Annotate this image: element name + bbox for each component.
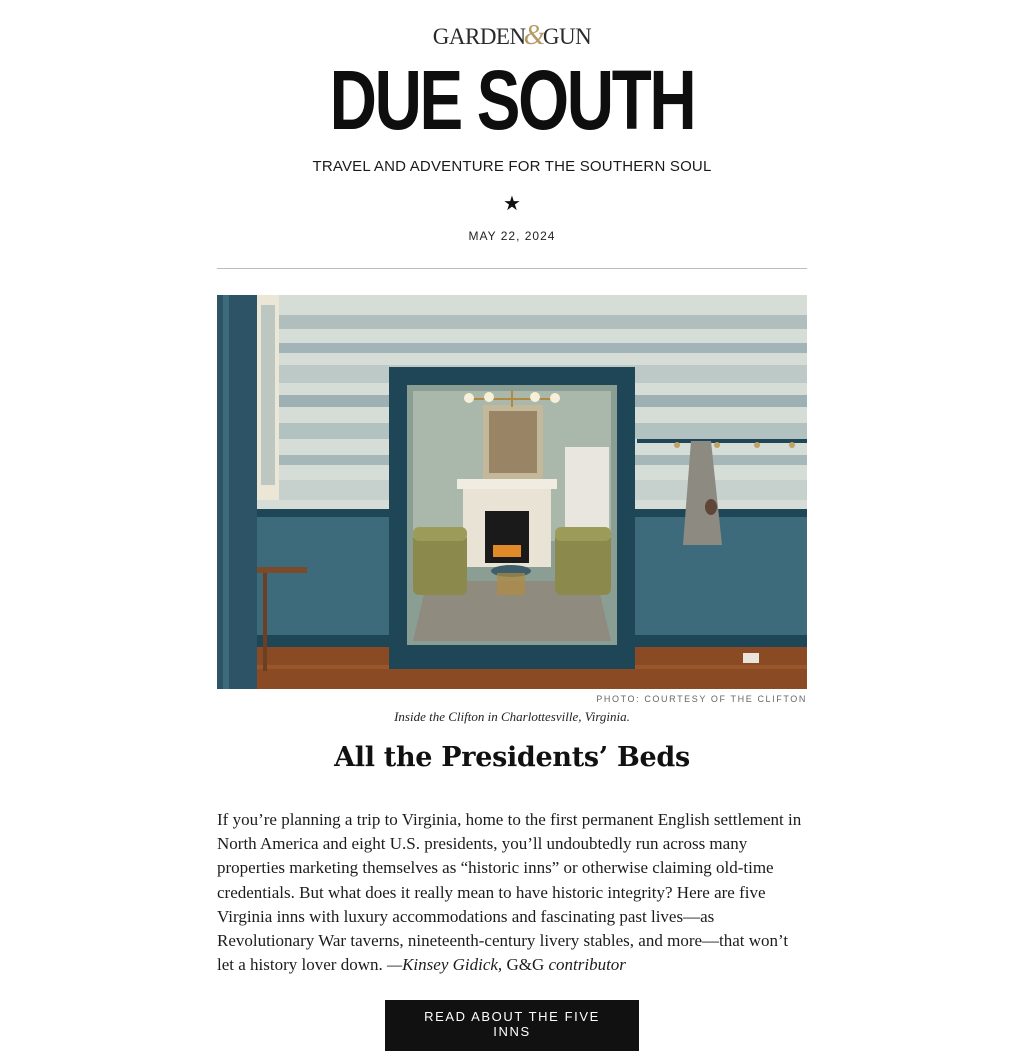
brand-logo-right: GUN	[542, 24, 592, 49]
cta-container	[0, 1000, 1024, 1051]
brand-logo-left: GARDEN	[432, 24, 526, 49]
article-body	[217, 808, 807, 977]
newsletter-tagline: TRAVEL AND ADVENTURE FOR THE SOUTHERN SOUL	[312, 158, 712, 175]
byline-role: contributor	[544, 955, 626, 975]
newsletter-title: DUE SOUTH	[329, 53, 695, 147]
photo-of-inn-interior-icon	[217, 295, 807, 689]
divider	[217, 268, 807, 269]
photo-credit: PHOTO: COURTESY OF THE CLIFTON	[596, 694, 807, 704]
brand-logo[interactable]	[0, 20, 1024, 52]
star-icon: ★	[503, 191, 521, 215]
hero-image[interactable]	[217, 295, 807, 689]
byline-dash: —	[382, 955, 403, 975]
brand-logo-ampersand: &	[523, 20, 545, 51]
read-more-button[interactable]: READ ABOUT THE FIVE INNS	[385, 1000, 639, 1051]
article-body-text: If you’re planning a trip to Virginia, home to the first permanent English settlement in North America and eight U.S. presidents, you’ll undoubtedly run across many properties marketing themselves as “historic inns” or otherwise claiming old-time credentials. But what does it really mean to have historic integrity? Here are five Virginia inns with luxury accommodations and fascinating past lives—as Revolutionary War taverns, nineteenth-century livery stables, and more—that won’t let a history lover down.	[217, 810, 802, 975]
byline-author: Kinsey Gidick,	[402, 955, 503, 975]
photo-caption: Inside the Clifton in Charlottesville, Virginia.	[394, 709, 630, 724]
byline-publication: G&G	[502, 955, 545, 975]
article-headline[interactable]: All the Presidents’ Beds	[334, 742, 690, 773]
issue-date: MAY 22, 2024	[468, 229, 556, 243]
